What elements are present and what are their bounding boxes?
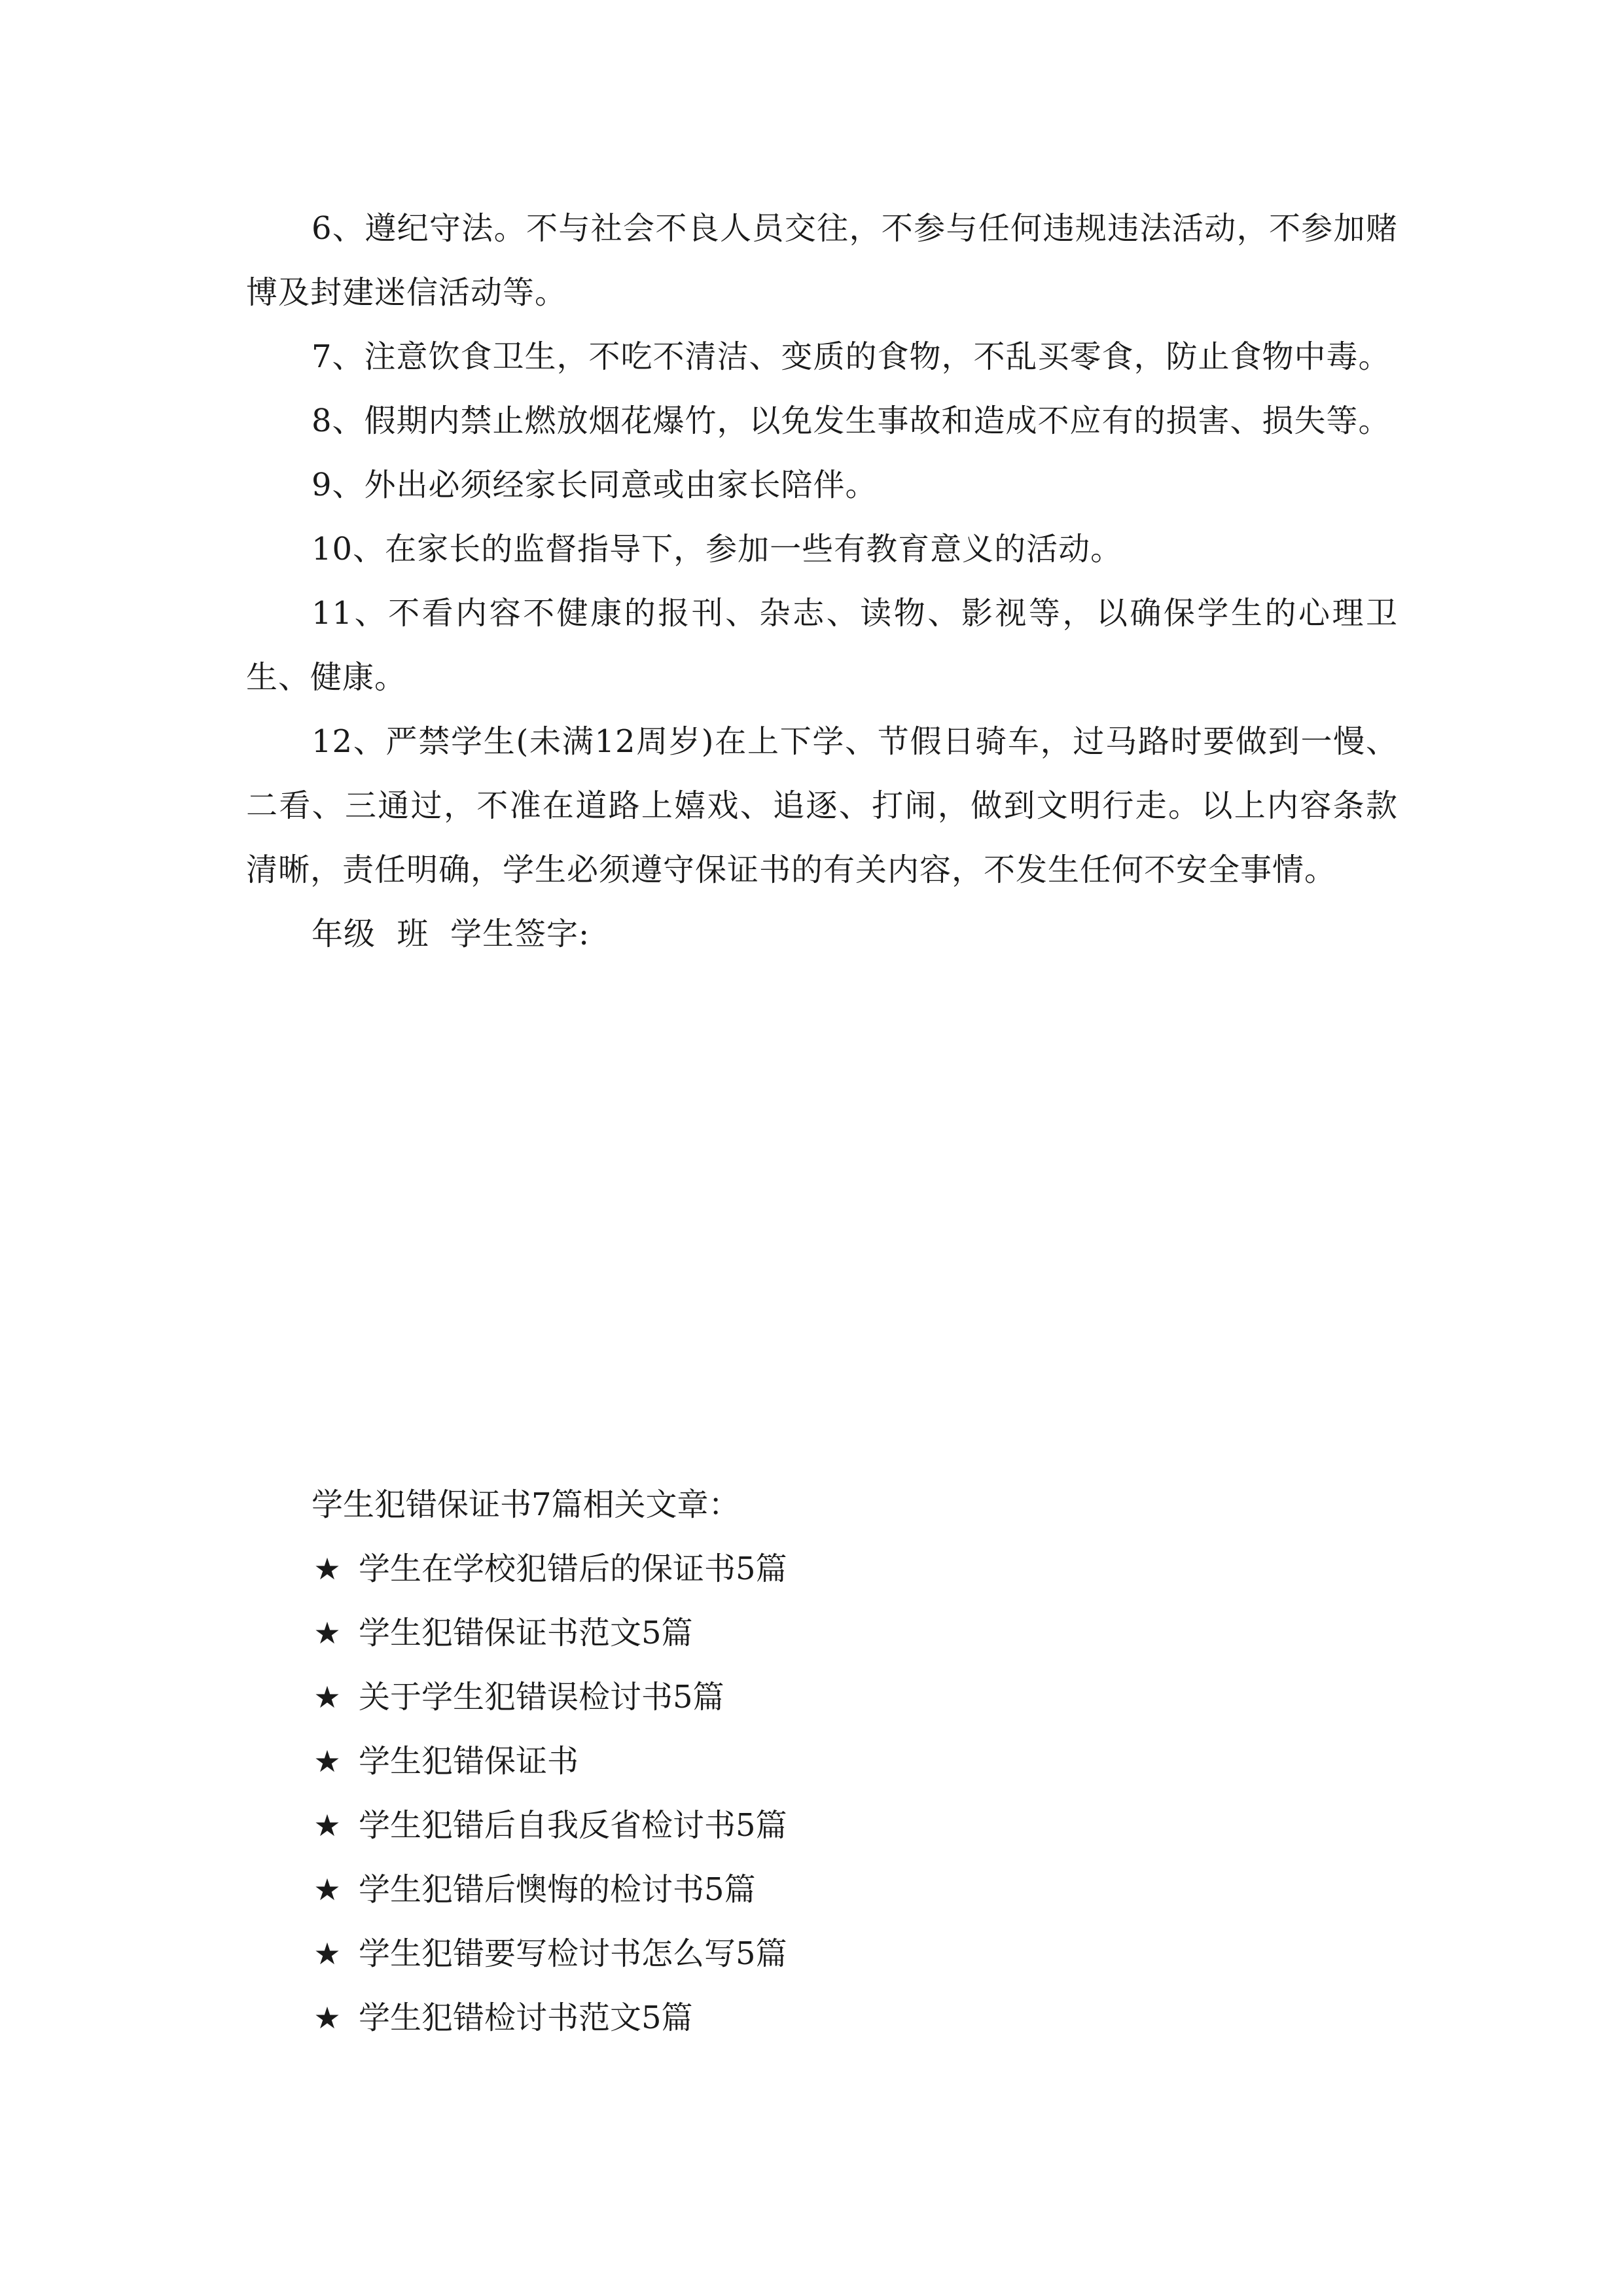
- related-articles: [312, 1473, 1359, 2050]
- star-icon: ★: [313, 1808, 341, 1843]
- paragraph-rule-9: 9、外出必须经家长同意或由家长陪伴。: [312, 467, 878, 503]
- star-icon: ★: [313, 1872, 341, 1907]
- related-articles-title: 学生犯错保证书7篇相关文章：: [312, 1486, 740, 1523]
- related-article-label: 关于学生犯错误检讨书5篇: [359, 1679, 724, 1715]
- paragraph-rule-12: 12、严禁学生(未满12周岁)在上下学、节假日骑车，过马路时要做到一慢、二看、三通过，不准在道路上嬉戏、追逐、打闹，做到文明行走。以上内容条款清晰，责任明确，学生必须遵守保证书的有关内容，不发生任何不安全事情。: [246, 723, 1398, 888]
- paragraph-rule-7: 7、注意饮食卫生，不吃不清洁、变质的食物，不乱买零食，防止食物中毒。: [312, 338, 1391, 375]
- star-icon: ★: [313, 1615, 341, 1651]
- paragraph-rule-6: 6、遵纪守法。不与社会不良人员交往，不参与任何违规违法活动，不参加赌博及封建迷信活动等。: [246, 210, 1398, 311]
- related-article-label: 学生犯错后自我反省检讨书5篇: [359, 1807, 787, 1844]
- related-article-link[interactable]: [312, 1665, 1359, 1729]
- related-article-link[interactable]: [312, 1922, 1359, 1986]
- star-icon: ★: [313, 1679, 341, 1715]
- related-article-link[interactable]: [312, 1986, 1359, 2050]
- related-article-label: 学生犯错保证书范文5篇: [359, 1615, 693, 1651]
- related-article-label: 学生在学校犯错后的保证书5篇: [359, 1551, 787, 1587]
- paragraph-rule-11: 11、不看内容不健康的报刊、杂志、读物、影视等，以确保学生的心理卫生、健康。: [246, 595, 1398, 696]
- paragraph-rule-10: 10、在家长的监督指导下，参加一些有教育意义的活动。: [312, 531, 1123, 567]
- related-article-label: 学生犯错检讨书范文5篇: [359, 2000, 693, 2036]
- related-article-label: 学生犯错保证书: [359, 1743, 579, 1780]
- star-icon: ★: [313, 1551, 341, 1587]
- related-article-label: 学生犯错要写检讨书怎么写5篇: [359, 1935, 787, 1972]
- related-article-link[interactable]: [312, 1537, 1359, 1601]
- related-article-link[interactable]: [312, 1857, 1359, 1922]
- related-articles-list: [312, 1537, 1359, 2050]
- related-article-label: 学生犯错后懊悔的检讨书5篇: [359, 1871, 756, 1908]
- related-article-link[interactable]: [312, 1729, 1359, 1793]
- related-article-link[interactable]: [312, 1601, 1359, 1665]
- star-icon: ★: [313, 1744, 341, 1779]
- paragraph-rule-8: 8、假期内禁止燃放烟花爆竹，以免发生事故和造成不应有的损害、损失等。: [312, 403, 1391, 439]
- star-icon: ★: [313, 1936, 341, 1971]
- signature-line: 年级 班 学生签字:: [312, 916, 590, 952]
- document-body: [246, 196, 1398, 966]
- related-article-link[interactable]: [312, 1793, 1359, 1857]
- star-icon: ★: [313, 2000, 341, 2036]
